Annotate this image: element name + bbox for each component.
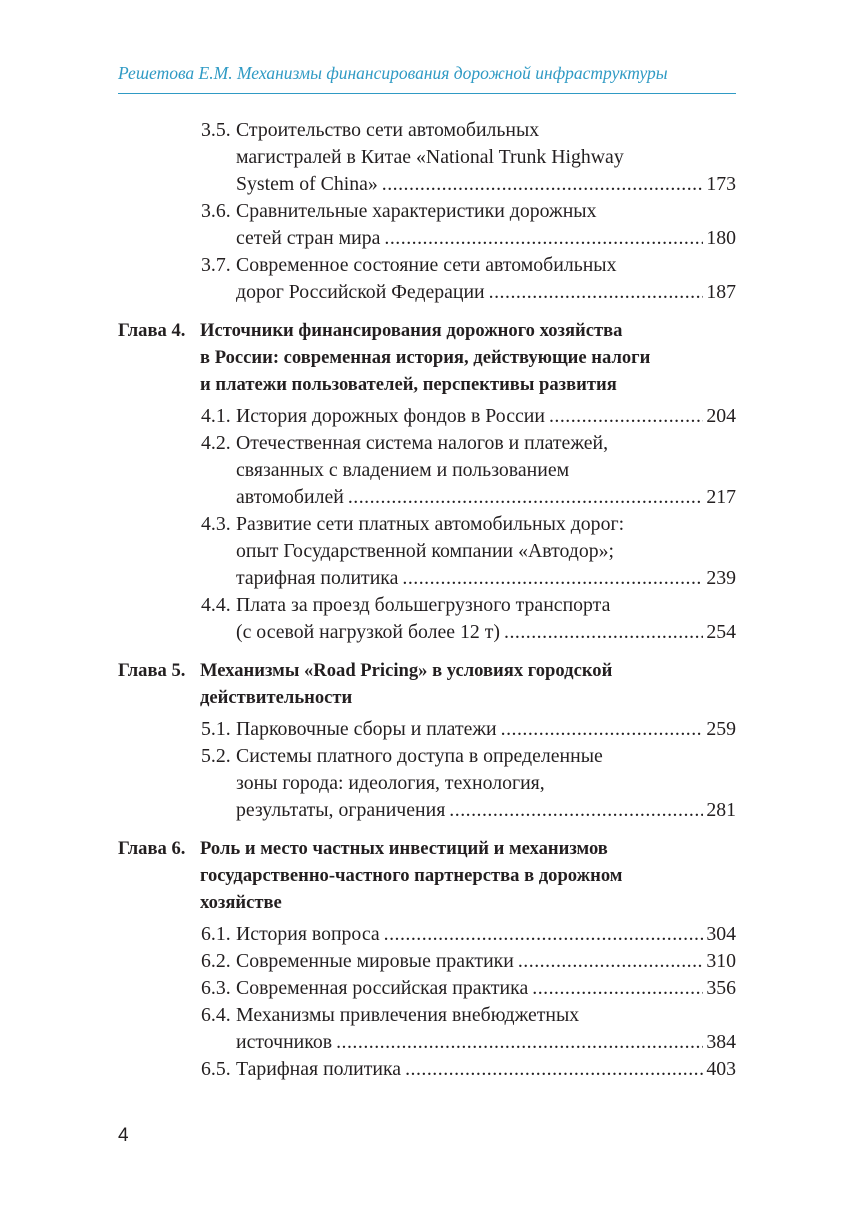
chapter-label: Глава 6.: [118, 838, 186, 859]
chapter-title-line: Источники финансирования дорожного хозяйства: [200, 320, 623, 341]
chapter-title-line: действительности: [200, 687, 353, 708]
dot-leader: [532, 975, 703, 1002]
section-title-line: магистралей в Китае «National Trunk Highway: [236, 146, 624, 168]
chapter-title-line: хозяйстве: [200, 892, 282, 913]
section-number: 3.6.: [201, 200, 231, 222]
section-title-line: Механизмы привлечения внебюджетных: [236, 1004, 580, 1026]
chapter-label: Глава 4.: [118, 320, 186, 341]
page-number: 4: [118, 1125, 129, 1146]
section-title-line: сетей стран мира: [236, 227, 381, 249]
page-ref: 217: [706, 486, 736, 508]
section-title-last-line: [236, 716, 736, 743]
page-ref: 259: [706, 718, 736, 740]
chapter-title-line: государственно-частного партнерства в дорожном: [200, 865, 623, 886]
page-ref: 204: [706, 405, 736, 427]
section-number: 4.4.: [201, 594, 231, 616]
dot-leader: [501, 716, 704, 743]
section-title-line: автомобилей: [236, 486, 344, 508]
section-number: 6.1.: [201, 923, 231, 945]
section-number: 4.1.: [201, 405, 231, 427]
dot-leader: [549, 403, 703, 430]
section-title-line: История дорожных фондов в России: [236, 405, 545, 427]
toc-entry[interactable]: [201, 921, 736, 948]
section-title-line: System of China»: [236, 173, 378, 195]
toc-entry[interactable]: [201, 1002, 736, 1056]
section-title-line: дорог Российской Федерации: [236, 281, 485, 303]
section-title-line: Системы платного доступа в определенные: [236, 745, 603, 767]
chapter-label: Глава 5.: [118, 660, 186, 681]
section-title-last-line: [236, 921, 736, 948]
page-ref: 173: [706, 173, 736, 195]
section-title-line: Современная российская практика: [236, 977, 529, 999]
section-title-line: Развитие сети платных автомобильных дорог:: [236, 513, 625, 535]
toc-entry[interactable]: [201, 252, 736, 306]
chapter-title-row: [118, 317, 736, 344]
section-title-last-line: [236, 171, 736, 198]
dot-leader: [384, 921, 704, 948]
section-title-line: зоны города: идеология, технология,: [236, 772, 545, 794]
section-title-last-line: [236, 279, 736, 306]
dot-leader: [348, 484, 704, 511]
section-title-last-line: [236, 484, 736, 511]
section-title-last-line: [236, 403, 736, 430]
section-title-line: Строительство сети автомобильных: [236, 119, 540, 141]
dot-leader: [504, 619, 703, 646]
section-title-last-line: [236, 619, 736, 646]
chapter-title-row: [118, 835, 736, 862]
toc-entry[interactable]: [201, 430, 736, 511]
section-number: 6.3.: [201, 977, 231, 999]
section-title-last-line: [236, 1029, 736, 1056]
page-ref: 403: [706, 1058, 736, 1080]
toc-entry[interactable]: [201, 403, 736, 430]
section-title-last-line: [236, 1056, 736, 1083]
chapter-title-row: [118, 371, 736, 398]
section-number: 5.1.: [201, 718, 231, 740]
section-title-line: Плата за проезд большегрузного транспорта: [236, 594, 611, 616]
chapter-title-row: [118, 684, 736, 711]
chapter-label: [118, 684, 200, 711]
section-number: 6.2.: [201, 950, 231, 972]
toc-entry[interactable]: [201, 592, 736, 646]
section-number: 5.2.: [201, 745, 231, 767]
section-title-last-line: [236, 565, 736, 592]
section-title-line: опыт Государственной компании «Автодор»;: [236, 540, 615, 562]
section-title-line: Тарифная политика: [236, 1058, 402, 1080]
page-ref: 180: [706, 227, 736, 249]
toc-entry[interactable]: [201, 511, 736, 592]
page-ref: 310: [706, 950, 736, 972]
chapter-label: [118, 371, 200, 398]
section-title-line: Современные мировые практики: [236, 950, 514, 972]
toc-chapter: [118, 317, 736, 398]
section-number: 3.5.: [201, 119, 231, 141]
chapter-title-line: Роль и место частных инвестиций и механизмов: [200, 838, 608, 859]
toc-entry[interactable]: [201, 716, 736, 743]
page-ref: 304: [706, 923, 736, 945]
section-title-last-line: [236, 948, 736, 975]
section-number: 4.2.: [201, 432, 231, 454]
page-ref: 187: [706, 281, 736, 303]
toc-entry[interactable]: [201, 948, 736, 975]
page-ref: 356: [706, 977, 736, 999]
section-number: 4.3.: [201, 513, 231, 535]
dot-leader: [382, 171, 704, 198]
page-ref: 254: [706, 621, 736, 643]
toc-entry[interactable]: [201, 743, 736, 824]
chapter-title-row: [118, 862, 736, 889]
header-rule: [118, 93, 736, 94]
toc-chapter: [118, 657, 736, 711]
section-title-line: Парковочные сборы и платежи: [236, 718, 497, 740]
section-title-line: Сравнительные характеристики дорожных: [236, 200, 597, 222]
page-ref: 384: [706, 1031, 736, 1053]
section-title-line: тарифная политика: [236, 567, 399, 589]
dot-leader: [489, 279, 704, 306]
page-ref: 281: [706, 799, 736, 821]
toc-entry[interactable]: [201, 975, 736, 1002]
section-title-line: История вопроса: [236, 923, 380, 945]
dot-leader: [518, 948, 703, 975]
section-title-line: источников: [236, 1031, 333, 1053]
page-ref: 239: [706, 567, 736, 589]
dot-leader: [405, 1056, 703, 1083]
chapter-title-row: [118, 344, 736, 371]
section-title-last-line: [236, 975, 736, 1002]
table-of-contents: [118, 117, 736, 1083]
dot-leader: [336, 1029, 703, 1056]
section-title-last-line: [236, 797, 736, 824]
running-head: Решетова Е.М. Механизмы финансирования дорожной инфраструктуры: [118, 63, 668, 83]
chapter-label: [118, 889, 200, 916]
toc-chapter: [118, 835, 736, 916]
section-title-line: результаты, ограничения: [236, 799, 446, 821]
dot-leader: [402, 565, 703, 592]
chapter-label: [118, 344, 200, 371]
section-title-last-line: [236, 225, 736, 252]
section-number: 3.7.: [201, 254, 231, 276]
chapter-title-line: в России: современная история, действующие налоги: [200, 347, 651, 368]
chapter-title-row: [118, 657, 736, 684]
chapter-label: [118, 862, 200, 889]
toc-entry[interactable]: [201, 117, 736, 198]
chapter-title-row: [118, 889, 736, 916]
toc-entry[interactable]: [201, 1056, 736, 1083]
chapter-title-line: Механизмы «Road Pricing» в условиях городской: [200, 660, 613, 681]
dot-leader: [384, 225, 703, 252]
section-title-line: Современное состояние сети автомобильных: [236, 254, 617, 276]
section-title-line: (с осевой нагрузкой более 12 т): [236, 621, 500, 643]
section-title-line: Отечественная система налогов и платежей,: [236, 432, 609, 454]
section-number: 6.5.: [201, 1058, 231, 1080]
section-title-line: связанных с владением и пользованием: [236, 459, 570, 481]
chapter-title-line: и платежи пользователей, перспективы развития: [200, 374, 617, 395]
section-number: 6.4.: [201, 1004, 231, 1026]
toc-entry[interactable]: [201, 198, 736, 252]
dot-leader: [449, 797, 703, 824]
